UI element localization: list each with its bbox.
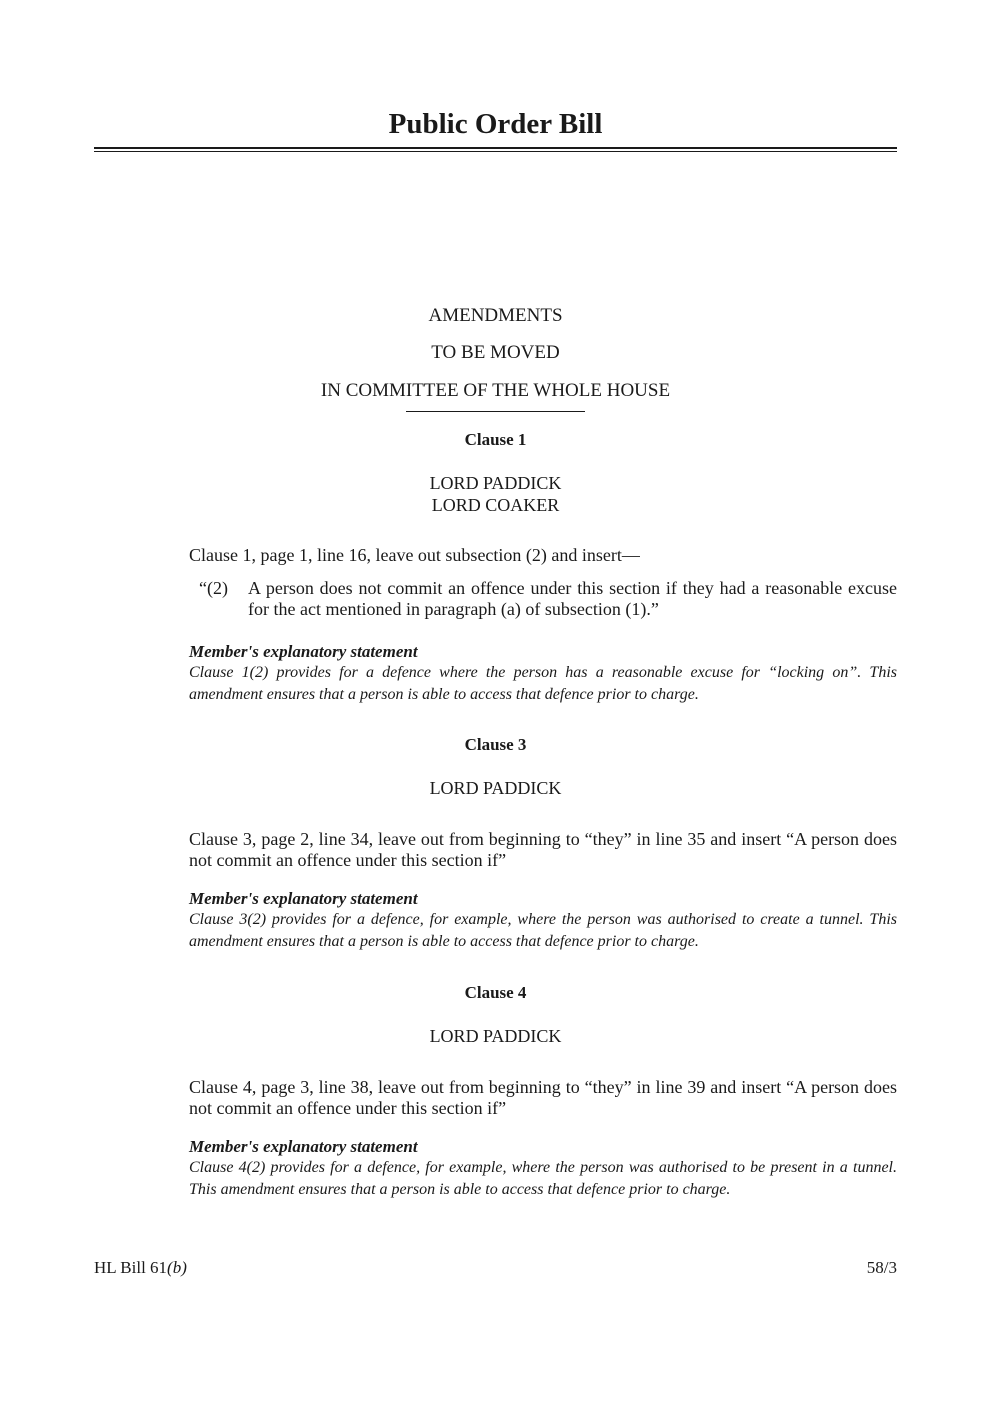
bill-suffix: (b) <box>167 1258 187 1277</box>
clause-1-heading: Clause 1 <box>464 430 527 449</box>
heading-to-be-moved: TO BE MOVED <box>431 342 560 363</box>
title-rule-thin <box>94 151 897 152</box>
clause-4-member-paddick: LORD PADDICK <box>429 1026 562 1046</box>
clause-3-member-paddick: LORD PADDICK <box>429 778 562 798</box>
clause-4-heading: Clause 4 <box>464 983 527 1002</box>
page-reference: 58/3 <box>866 1258 897 1277</box>
clause-1-statement: Clause 1(2) provides for a defence where the person has a reasonable excuse for “locking on”. This amendment ensures that a person is able to access that defence prior to charge. <box>189 664 897 703</box>
clause-1-member-coaker: LORD COAKER <box>431 495 560 515</box>
heading-divider <box>406 411 585 412</box>
clause-4-amendment: Clause 4, page 3, line 38, leave out from beginning to “they” in line 39 and insert “A person does not commit an offence under this section if” <box>189 1077 897 1118</box>
clause-1-statement-heading: Member's explanatory statement <box>189 642 418 661</box>
clause-1-amendment: Clause 1, page 1, line 16, leave out subsection (2) and insert— <box>189 545 640 565</box>
heading-amendments: AMENDMENTS <box>428 305 563 326</box>
clause-1-inserted-subsection <box>199 578 897 620</box>
inserted-subsection-number: “(2) <box>199 578 228 598</box>
clause-3-statement-heading: Member's explanatory statement <box>189 889 418 908</box>
clause-1-member-paddick: LORD PADDICK <box>429 473 562 493</box>
title-rule-thick <box>94 147 897 149</box>
bill-reference <box>94 1257 187 1279</box>
page-title: Public Order Bill <box>388 108 603 140</box>
heading-committee: IN COMMITTEE OF THE WHOLE HOUSE <box>320 380 671 401</box>
inserted-subsection-text: A person does not commit an offence under this section if they had a reasonable excuse for the act mentioned in paragraph (a) of subsection (1).” <box>248 578 897 619</box>
clause-3-amendment: Clause 3, page 2, line 34, leave out from beginning to “they” in line 35 and insert “A person does not commit an offence under this section if” <box>189 829 897 870</box>
clause-4-statement-heading: Member's explanatory statement <box>189 1137 418 1156</box>
clause-4-statement: Clause 4(2) provides for a defence, for example, where the person was authorised to be present in a tunnel. This amendment ensures that a person is able to access that defence prior to charge. <box>189 1159 897 1198</box>
clause-3-heading: Clause 3 <box>464 735 527 754</box>
clause-3-statement: Clause 3(2) provides for a defence, for example, where the person was authorised to create a tunnel. This amendment ensures that a person is able to access that defence prior to charge. <box>189 911 897 950</box>
bill-number: HL Bill 61 <box>94 1258 168 1277</box>
